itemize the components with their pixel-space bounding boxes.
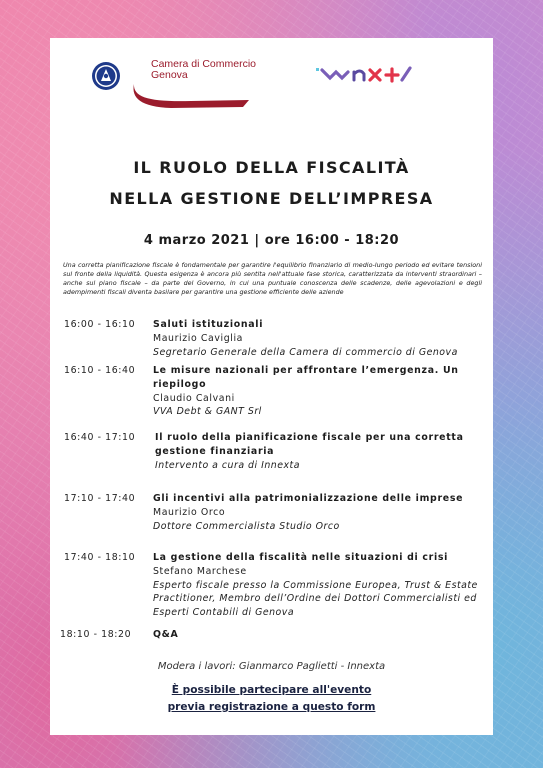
agenda-topic: Le misure nazionali per affrontare l’emergenza. Un riepilogo <box>153 365 459 390</box>
event-title-line2: NELLA GESTIONE DELL’IMPRESA <box>109 189 434 208</box>
agenda-time: 18:10 - 18:20 <box>60 629 132 640</box>
agenda-speaker: Claudio Calvani <box>153 392 235 404</box>
agenda-content <box>153 318 478 359</box>
agenda-role: Intervento a cura di Innexta <box>155 459 300 471</box>
agenda-speaker: Maurizio Orco <box>153 506 226 518</box>
agenda-content <box>153 628 478 642</box>
agenda-topic: Gli incentivi alla patrimonializzazione delle imprese <box>153 493 464 504</box>
registration-link-line1[interactable]: È possibile partecipare all'evento <box>171 684 372 696</box>
chamber-logo <box>131 58 257 108</box>
agenda-topic: Q&A <box>153 629 179 640</box>
registration-link-line2[interactable]: previa registrazione a questo form <box>167 701 376 713</box>
agenda-role: VVA Debt & GANT Srl <box>153 406 262 418</box>
intro-paragraph: Una corretta pianificazione fiscale è fondamentale per garantire l'equilibrio finanziario di medio-lungo periodo ed evitare tensioni sul fronte della liquidità. Questa esigenza è ancora più sentita nell'attuale fase storica, caratterizzata da interventi straordinari – anche sul piano fiscale – da parte del Governo, in cui una puntuale conoscenza delle scadenze, delle agevolazioni e degli adempimenti fiscali diventa basilare per garantire una gestione efficiente delle aziende <box>63 261 482 296</box>
agenda-content <box>153 551 478 620</box>
agenda-role: Dottore Commercialista Studio Orco <box>153 520 340 532</box>
chamber-name-line1: Camera di Commercio <box>151 58 257 70</box>
agenda-time: 16:00 - 16:10 <box>64 319 136 330</box>
agenda-role: Esperto fiscale presso la Commissione Europea, Trust & Estate Practitioner, Membro dell’Ordine dei Dottori Commercialisti ed Esperti Contabili di Genova <box>153 579 478 619</box>
agenda-time: 16:40 - 17:10 <box>64 432 136 443</box>
agenda-speaker: Maurizio Caviglia <box>153 332 244 344</box>
agenda-time: 16:10 - 16:40 <box>64 365 136 376</box>
agenda-content <box>153 364 478 419</box>
agenda-content <box>155 431 480 472</box>
agenda-topic: Saluti istituzionali <box>153 319 264 330</box>
agenda-topic: Il ruolo della pianificazione fiscale per una corretta gestione finanziaria <box>155 432 464 457</box>
agenda-time: 17:40 - 18:10 <box>64 552 136 563</box>
event-title-line1: IL RUOLO DELLA FISCALITÀ <box>133 158 410 177</box>
agenda-content <box>153 492 478 533</box>
chamber-seal-icon <box>91 61 121 91</box>
flyer-card <box>50 38 493 735</box>
chamber-name-line2: Genova <box>151 69 188 81</box>
moderator-note: Modera i lavori: Gianmarco Paglietti - Innexta <box>157 661 386 672</box>
event-date: 4 marzo 2021 | ore 16:00 - 18:20 <box>143 233 400 248</box>
logo-row <box>50 38 493 118</box>
agenda-role: Segretario Generale della Camera di commercio di Genova <box>153 346 458 358</box>
agenda-topic: La gestione della fiscalità nelle situazioni di crisi <box>153 552 449 563</box>
agenda-speaker: Stefano Marchese <box>153 565 247 577</box>
agenda-time: 17:10 - 17:40 <box>64 493 136 504</box>
innexta-logo <box>316 64 412 86</box>
